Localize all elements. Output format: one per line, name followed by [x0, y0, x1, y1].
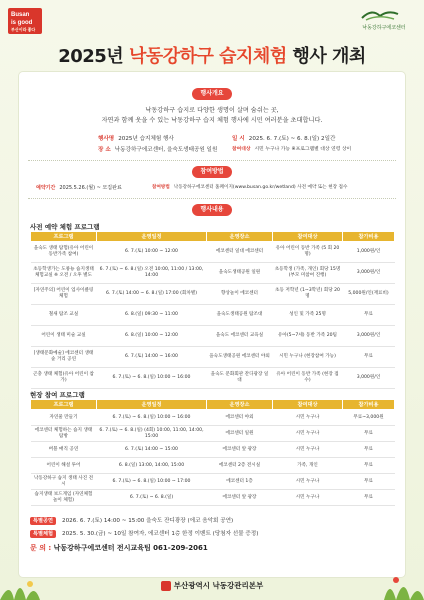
cell-place: 에코센터 1층 [207, 474, 273, 490]
cell-fee: 무료 [343, 305, 395, 326]
col-header-program: 프로그램 [31, 400, 97, 410]
cell-schedule: 6. 7.(토) 14:00 ~ 15:00 [97, 442, 207, 458]
col-header-place: 운영장소 [207, 400, 273, 410]
divider [28, 198, 396, 199]
cell-program: 습지생태 보드게임 (자연체험 놀이 체험) [31, 490, 97, 506]
cell-fee: 무료 [343, 490, 395, 506]
col-header-schedule: 운영일정 [97, 400, 207, 410]
cell-schedule: 6. 7.(토) ~ 6. 8.(일) (4회) 10:00, 11:00, 14:00, 15:00 [97, 426, 207, 442]
cell-fee: 3,000원/인 [343, 326, 395, 347]
col-header-target: 참여대상 [273, 232, 343, 242]
event-place-row [98, 145, 217, 153]
table-row [31, 284, 395, 305]
cell-place: 에코센터 2층 전시실 [207, 458, 273, 474]
cell-target: 초등학생 (가족, 개인) 회당 15명(부모 미참여 진행) [273, 263, 343, 284]
cell-target: 유아 어린이 동반 가족 (5 회 20명) [273, 242, 343, 263]
cell-schedule: 6. 8.(일) 09:30 ~ 11:00 [97, 305, 207, 326]
cell-place: 향상놀이 에코센터 [207, 284, 273, 305]
title-highlight: 낙동강하구 습지체험 [128, 46, 287, 67]
cell-fee: 1,000원/인 [343, 242, 395, 263]
cell-schedule: 6. 7.(토) 14:00 ~ 16:00 [97, 347, 207, 368]
event-name-key: 행사명 [98, 136, 115, 142]
apply-period-row [36, 184, 122, 191]
cell-place: 에코센터 일원 [207, 426, 273, 442]
cell-program: 철새 탐조 교실 [31, 305, 97, 326]
cell-place: 에코센터 앞 광장 [207, 442, 273, 458]
apply-period-key: 예약기간 [36, 185, 56, 191]
cell-program: 자연물 만들기 [31, 410, 97, 426]
notice-special-event-value: 2025. 5. 30.(금) ~ 10일 참여자, 에코센터 1층 한정 이벤트 (당첨자 선물 증정) [62, 531, 259, 537]
cell-target: 유아(5~7세) 동반 가족 20팀 [273, 326, 343, 347]
logo-line-1: Busan [11, 12, 30, 18]
title-part-2: 행사 개최 [286, 46, 366, 67]
cell-place: 을숙도 문화회관 잔디광장 일대 [207, 368, 273, 389]
cell-fee: 무료 [343, 458, 395, 474]
cell-place: 에코센터 앞 광장 [207, 490, 273, 506]
apply-method-value: 낙동강하구에코센터 홈페이지(www.busan.go.kr/wetland) 사전 예약 또는 현장 접수 [173, 185, 348, 190]
onsite-program-table [30, 399, 395, 506]
event-place-key: 장 소 [98, 147, 111, 153]
cell-fee: 5,000원/인(재료비) [343, 284, 395, 305]
footer-org [0, 580, 424, 591]
cell-target: 시민 누구나 [273, 426, 343, 442]
cell-target: 시민 누구나 (현장참여 가능) [273, 347, 343, 368]
event-period-value: 2025. 6. 7.(토) ~ 6. 8.(일) 2일간 [248, 136, 336, 142]
cell-fee: 무료 [343, 474, 395, 490]
apply-method-key: 참여방법 [152, 185, 170, 190]
col-header-place: 운영장소 [207, 232, 273, 242]
table1-title: 사전 예약 체험 프로그램 [30, 223, 100, 231]
event-period-row [232, 134, 335, 142]
col-header-schedule: 운영일정 [97, 232, 207, 242]
pre-registration-table [30, 231, 395, 389]
cell-place: 을숙도생태공원 탐조대 [207, 305, 273, 326]
title-part-1: 2025년 [58, 46, 129, 67]
contact-key: 문 의 : [30, 544, 52, 552]
cell-target: 초등 저학년 (1~3학년) 회당 20명 [273, 284, 343, 305]
event-target-value: 시민 누구나 가능 ※프로그램별 대상 연령 상이 [254, 147, 352, 152]
cell-schedule: 6. 7.(토) 14:00 ~ 6. 8.(일) 17:00 (회차별) [97, 284, 207, 305]
table-row [31, 263, 395, 284]
cell-program: [생태문화예술] 에코센터 생태 숲 거리 공연 [31, 347, 97, 368]
notice-special-event [30, 529, 258, 538]
event-name-row [98, 134, 174, 142]
cell-schedule: 6. 7.(토) ~ 6. 8.(일) [97, 490, 207, 506]
contact-info [30, 543, 208, 553]
cell-target: 가족, 개인 [273, 458, 343, 474]
cell-place: 을숙도생태공원 에코센터 야외 [207, 347, 273, 368]
table-row [31, 242, 395, 263]
cell-schedule: 6. 8.(일) 13:00, 14:00, 15:00 [97, 458, 207, 474]
apply-method-row [152, 184, 347, 190]
cell-schedule: 6. 7.(토) 10:00 ~ 12:00 [97, 242, 207, 263]
cell-schedule: 6. 7.(토) ~ 6. 8.(일) 10:00 ~ 16:00 [97, 368, 207, 389]
cell-program: 곤충 생태 체험(유아 어린이 참가) [31, 368, 97, 389]
table-row [31, 326, 395, 347]
event-target-key: 참여대상 [232, 147, 251, 152]
cell-fee: 무료 [343, 426, 395, 442]
logo-line-2: is good [11, 20, 33, 26]
cell-program: 어린이 생태 미술 교실 [31, 326, 97, 347]
notice-special-event-key: 특별체험 [30, 530, 56, 538]
cell-program: 초등학생가는 도룡뇽 습지생태 체험교실 ※ 오전 / 오후 별도 [31, 263, 97, 284]
cell-program: 에코센터 체험하는 습지 생태 탐방 [31, 426, 97, 442]
section-contents-label: 행사내용 [192, 204, 232, 216]
table-row [31, 305, 395, 326]
table-row [31, 410, 395, 426]
apply-period-value: 2025.5.26.(월) ~ 모집완료 [59, 185, 122, 191]
cell-place: 을숙도 에코센터 교육실 [207, 326, 273, 347]
col-header-fee: 참가비용 [343, 232, 395, 242]
cell-target: 시민 누구나 [273, 442, 343, 458]
cell-place: 에코센터 일대 에코센터 [207, 242, 273, 263]
intro-line-1: 낙동강하구 습지로 다양한 생명이 살며 숨쉬는 곳, [145, 107, 279, 114]
section-apply-label: 참여방법 [192, 166, 232, 178]
cell-target: 시민 누구나 [273, 490, 343, 506]
cell-schedule: 6. 7.(토) ~ 6. 8.(일) 10:00 ~ 16:00 [97, 410, 207, 426]
cell-program: 을숙도 생태 탐험(유아 어린이 동반가족 참여) [31, 242, 97, 263]
notice-special-show-value: 2026. 6. 7.(토) 14:00 ~ 15:00 을숙도 잔디광장 (에코 음악회 공연) [62, 518, 234, 524]
eco-center-logo-text: 낙동강하구에코센터 [362, 25, 406, 31]
cell-program: 버블 매직 공연 [31, 442, 97, 458]
busan-symbol-icon [161, 581, 171, 591]
col-header-target: 참여대상 [273, 400, 343, 410]
table-row [31, 490, 395, 506]
col-header-fee: 참가비용 [343, 400, 395, 410]
notice-special-show-key: 특별공연 [30, 517, 56, 525]
divider [28, 160, 396, 161]
table-row [31, 474, 395, 490]
page-title [0, 42, 424, 68]
table-row [31, 426, 395, 442]
table2-title: 현장 참여 프로그램 [30, 391, 85, 399]
event-place-value: 낙동강하구에코센터, 을숙도생태공원 일원 [114, 147, 218, 153]
cell-fee: 무료~3,000원 [343, 410, 395, 426]
table-row [31, 458, 395, 474]
busan-logo [8, 8, 42, 34]
event-name-value: 2025년 습지체험 행사 [118, 136, 174, 142]
table-row [31, 442, 395, 458]
eco-center-logo [354, 8, 414, 34]
event-target-row [232, 145, 351, 152]
event-period-key: 일 시 [232, 136, 245, 142]
cell-program: 낙동강하구 습지 생태 사진 전시 [31, 474, 97, 490]
bird-icon [360, 8, 400, 22]
cell-place: 을숙도생태공원 일원 [207, 263, 273, 284]
table-row [31, 368, 395, 389]
cell-target: 시민 누구나 [273, 410, 343, 426]
cell-fee: 3,000원/인 [343, 263, 395, 284]
cell-target: 성인 및 가족 25명 [273, 305, 343, 326]
table-header-row [31, 232, 395, 242]
cell-schedule: 6. 8.(일) 10:00 ~ 12:00 [97, 326, 207, 347]
section-overview-label: 행사개요 [192, 88, 232, 100]
intro-line-2: 자연과 함께 웃을 수 있는 낙동강하구 습지 체험 행사에 시민 여러분을 초대합니다. [101, 117, 323, 124]
cell-fee: 무료 [343, 347, 395, 368]
logo-line-3: 부산이라 좋다 [11, 27, 36, 32]
cell-target: 시민 누구나 [273, 474, 343, 490]
table-header-row [31, 400, 395, 410]
cell-program: 어린이 해설 투어 [31, 458, 97, 474]
cell-schedule: 6. 7.(토) ~ 6. 8.(일) 오전 10:00, 11:00 / 13:00, 14:00 [97, 263, 207, 284]
table-row [31, 347, 395, 368]
cell-schedule: 6. 7.(토) ~ 6. 8.(일) 10:00 ~ 17:00 [97, 474, 207, 490]
cell-fee: 무료 [343, 442, 395, 458]
contact-value: 낙동강하구에코센터 전시교육팀 061-209-2061 [53, 544, 208, 552]
cell-fee: 3,000원/인 [343, 368, 395, 389]
cell-target: 유아 어린이 동반 가족 (현장 접수) [273, 368, 343, 389]
cell-place: 에코센터 야외 [207, 410, 273, 426]
col-header-program: 프로그램 [31, 232, 97, 242]
notice-special-show [30, 516, 233, 525]
cell-program: [자연주의] 어린이 업사이클링 체험 [31, 284, 97, 305]
footer-org-name: 부산광역시 낙동강관리본부 [173, 581, 264, 590]
